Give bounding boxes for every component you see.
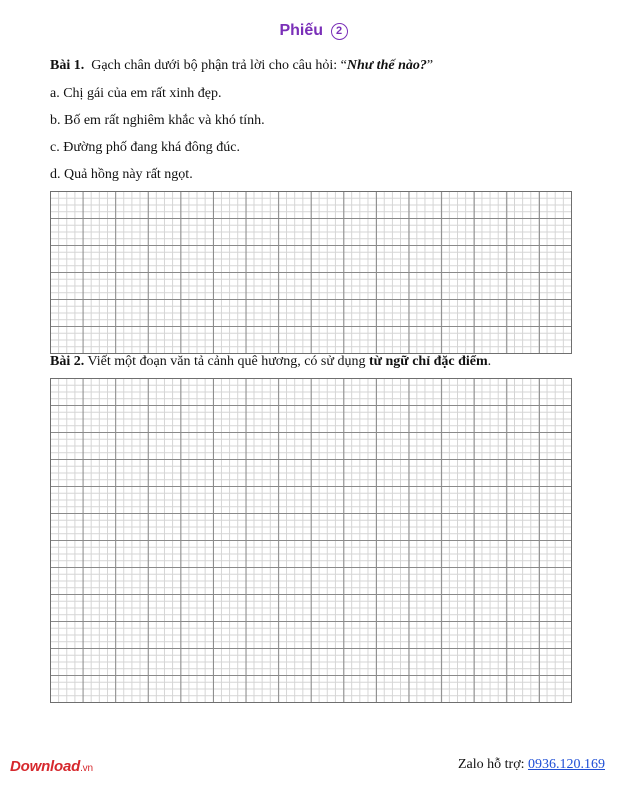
exercise1-quote-close: ” xyxy=(426,58,434,73)
download-logo[interactable] xyxy=(10,758,93,775)
exercise1-instruction xyxy=(50,58,433,74)
exercise2-instruction xyxy=(50,354,491,370)
exercise2-writing-grid[interactable] xyxy=(50,378,572,703)
exercise1-prompt: Gạch chân dưới bộ phận trả lời cho câu hỏi: “ xyxy=(91,58,347,73)
title-circled-number: 2 xyxy=(331,23,348,40)
support-label: Zalo hỗ trợ: xyxy=(458,757,525,772)
title-text: Phiếu xyxy=(279,22,324,39)
exercise1-question: Như thế nào? xyxy=(346,58,427,73)
exercise1-writing-grid[interactable] xyxy=(50,191,572,354)
exercise1-item-b: b. Bố em rất nghiêm khắc và khó tính. xyxy=(50,113,265,128)
logo-suffix-text: .vn xyxy=(80,763,93,774)
logo-main-text: Download xyxy=(10,758,81,775)
zalo-support xyxy=(458,757,605,773)
exercise2-label: Bài 2. xyxy=(50,354,85,369)
exercise1-item-a: a. Chị gái của em rất xinh đẹp. xyxy=(50,86,222,101)
exercise1-item-d: d. Quả hồng này rất ngọt. xyxy=(50,167,193,182)
exercise1-item-c: c. Đường phố đang khá đông đúc. xyxy=(50,140,240,155)
page-title xyxy=(0,22,627,40)
exercise2-end: . xyxy=(487,354,492,369)
exercise1-label: Bài 1. xyxy=(50,58,85,73)
support-phone-link[interactable]: 0936.120.169 xyxy=(528,757,605,772)
exercise2-emphasis: từ ngữ chỉ đặc điểm xyxy=(368,354,488,369)
exercise2-prompt: Viết một đoạn văn tả cảnh quê hương, có sử dụng xyxy=(87,354,366,369)
